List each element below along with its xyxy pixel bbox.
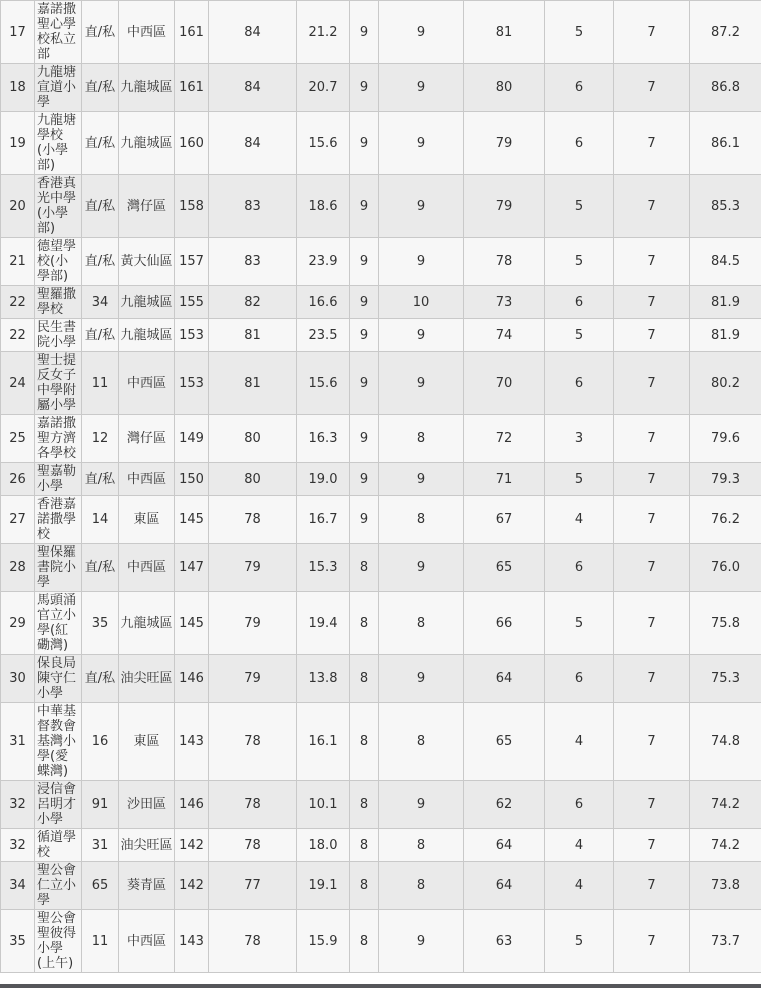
score-4-cell: 8 [350, 829, 379, 862]
school-number-cell: 31 [82, 829, 119, 862]
score-3-cell: 13.8 [297, 655, 350, 703]
score-5-cell: 9 [379, 238, 464, 286]
score-5-cell: 9 [379, 544, 464, 592]
score-4-cell: 9 [350, 463, 379, 496]
score-7-cell: 6 [545, 64, 614, 112]
score-2-cell: 79 [209, 544, 297, 592]
score-3-cell: 19.0 [297, 463, 350, 496]
rank-cell: 34 [1, 862, 35, 910]
score-4-cell: 9 [350, 112, 379, 175]
school-number-cell: 直/私 [82, 463, 119, 496]
score-4-cell: 8 [350, 592, 379, 655]
score-4-cell: 9 [350, 352, 379, 415]
score-1-cell: 161 [175, 1, 209, 64]
total-score-cell: 80.2 [690, 352, 761, 415]
school-number-cell: 91 [82, 781, 119, 829]
school-name-cell: 香港真光中學(小學部) [35, 175, 82, 238]
district-cell: 九龍城區 [119, 286, 175, 319]
score-8-cell: 7 [614, 64, 690, 112]
school-name-cell: 德望學校(小學部) [35, 238, 82, 286]
score-2-cell: 80 [209, 415, 297, 463]
score-4-cell: 9 [350, 1, 379, 64]
score-1-cell: 142 [175, 862, 209, 910]
score-8-cell: 7 [614, 829, 690, 862]
score-5-cell: 8 [379, 703, 464, 781]
score-1-cell: 155 [175, 286, 209, 319]
total-score-cell: 73.8 [690, 862, 761, 910]
rank-cell: 32 [1, 781, 35, 829]
score-4-cell: 9 [350, 286, 379, 319]
school-name-cell: 民生書院小學 [35, 319, 82, 352]
score-3-cell: 21.2 [297, 1, 350, 64]
score-7-cell: 5 [545, 592, 614, 655]
score-7-cell: 5 [545, 910, 614, 973]
score-6-cell: 81 [464, 1, 545, 64]
score-3-cell: 16.7 [297, 496, 350, 544]
score-8-cell: 7 [614, 352, 690, 415]
school-name-cell: 香港嘉諾撒學校 [35, 496, 82, 544]
district-cell: 油尖旺區 [119, 829, 175, 862]
score-4-cell: 9 [350, 238, 379, 286]
school-number-cell: 直/私 [82, 64, 119, 112]
score-3-cell: 16.1 [297, 703, 350, 781]
score-6-cell: 79 [464, 175, 545, 238]
score-8-cell: 7 [614, 238, 690, 286]
score-7-cell: 6 [545, 286, 614, 319]
score-2-cell: 78 [209, 781, 297, 829]
school-name-cell: 循道學校 [35, 829, 82, 862]
score-1-cell: 147 [175, 544, 209, 592]
rank-cell: 30 [1, 655, 35, 703]
score-3-cell: 15.3 [297, 544, 350, 592]
score-1-cell: 158 [175, 175, 209, 238]
district-cell: 九龍城區 [119, 592, 175, 655]
district-cell: 中西區 [119, 1, 175, 64]
rank-cell: 28 [1, 544, 35, 592]
score-1-cell: 145 [175, 592, 209, 655]
rank-cell: 18 [1, 64, 35, 112]
district-cell: 九龍城區 [119, 112, 175, 175]
total-score-cell: 75.3 [690, 655, 761, 703]
score-5-cell: 8 [379, 415, 464, 463]
score-3-cell: 19.4 [297, 592, 350, 655]
rank-cell: 29 [1, 592, 35, 655]
score-8-cell: 7 [614, 286, 690, 319]
score-8-cell: 7 [614, 175, 690, 238]
score-7-cell: 3 [545, 415, 614, 463]
score-2-cell: 80 [209, 463, 297, 496]
score-8-cell: 7 [614, 781, 690, 829]
table-row [1, 910, 761, 973]
school-number-cell: 直/私 [82, 112, 119, 175]
score-8-cell: 7 [614, 655, 690, 703]
school-number-cell: 直/私 [82, 238, 119, 286]
score-1-cell: 153 [175, 352, 209, 415]
score-2-cell: 83 [209, 175, 297, 238]
score-8-cell: 7 [614, 592, 690, 655]
score-7-cell: 5 [545, 319, 614, 352]
score-7-cell: 5 [545, 238, 614, 286]
district-cell: 葵青區 [119, 862, 175, 910]
rank-cell: 32 [1, 829, 35, 862]
school-name-cell: 九龍塘學校(小學部) [35, 112, 82, 175]
score-8-cell: 7 [614, 463, 690, 496]
score-6-cell: 73 [464, 286, 545, 319]
score-6-cell: 65 [464, 544, 545, 592]
table-row [1, 286, 761, 319]
score-5-cell: 9 [379, 175, 464, 238]
total-score-cell: 87.2 [690, 1, 761, 64]
table-row [1, 592, 761, 655]
score-3-cell: 23.9 [297, 238, 350, 286]
school-name-cell: 九龍塘宣道小學 [35, 64, 82, 112]
score-5-cell: 9 [379, 112, 464, 175]
table-row [1, 1, 761, 64]
score-4-cell: 8 [350, 862, 379, 910]
school-number-cell: 11 [82, 352, 119, 415]
table-row [1, 829, 761, 862]
rank-cell: 20 [1, 175, 35, 238]
school-name-cell: 馬頭涌官立小學(紅磡灣) [35, 592, 82, 655]
score-2-cell: 81 [209, 319, 297, 352]
score-4-cell: 9 [350, 64, 379, 112]
score-4-cell: 8 [350, 544, 379, 592]
table-row [1, 112, 761, 175]
score-2-cell: 78 [209, 829, 297, 862]
district-cell: 九龍城區 [119, 319, 175, 352]
score-1-cell: 157 [175, 238, 209, 286]
school-number-cell: 直/私 [82, 319, 119, 352]
school-name-cell: 嘉諾撒聖方濟各學校 [35, 415, 82, 463]
score-8-cell: 7 [614, 862, 690, 910]
score-4-cell: 8 [350, 655, 379, 703]
table-row [1, 238, 761, 286]
score-6-cell: 64 [464, 655, 545, 703]
school-name-cell: 浸信會呂明才小學 [35, 781, 82, 829]
table-row [1, 352, 761, 415]
score-4-cell: 9 [350, 319, 379, 352]
table-row [1, 64, 761, 112]
score-6-cell: 67 [464, 496, 545, 544]
rank-cell: 19 [1, 112, 35, 175]
score-5-cell: 9 [379, 319, 464, 352]
score-6-cell: 79 [464, 112, 545, 175]
score-6-cell: 80 [464, 64, 545, 112]
table-row [1, 781, 761, 829]
score-6-cell: 66 [464, 592, 545, 655]
total-score-cell: 76.2 [690, 496, 761, 544]
score-5-cell: 8 [379, 592, 464, 655]
district-cell: 油尖旺區 [119, 655, 175, 703]
score-6-cell: 74 [464, 319, 545, 352]
table-row [1, 175, 761, 238]
score-4-cell: 9 [350, 415, 379, 463]
total-score-cell: 85.3 [690, 175, 761, 238]
score-2-cell: 84 [209, 64, 297, 112]
score-5-cell: 8 [379, 862, 464, 910]
score-3-cell: 16.6 [297, 286, 350, 319]
school-number-cell: 直/私 [82, 544, 119, 592]
score-1-cell: 149 [175, 415, 209, 463]
score-5-cell: 9 [379, 352, 464, 415]
score-1-cell: 142 [175, 829, 209, 862]
total-score-cell: 86.8 [690, 64, 761, 112]
total-score-cell: 86.1 [690, 112, 761, 175]
total-score-cell: 81.9 [690, 286, 761, 319]
total-score-cell: 75.8 [690, 592, 761, 655]
total-score-cell: 74.8 [690, 703, 761, 781]
rank-cell: 21 [1, 238, 35, 286]
total-score-cell: 84.5 [690, 238, 761, 286]
district-cell: 中西區 [119, 544, 175, 592]
score-3-cell: 15.6 [297, 352, 350, 415]
school-number-cell: 11 [82, 910, 119, 973]
score-1-cell: 145 [175, 496, 209, 544]
score-5-cell: 9 [379, 781, 464, 829]
district-cell: 中西區 [119, 910, 175, 973]
score-7-cell: 6 [545, 352, 614, 415]
score-6-cell: 70 [464, 352, 545, 415]
score-7-cell: 4 [545, 829, 614, 862]
score-8-cell: 7 [614, 1, 690, 64]
score-7-cell: 6 [545, 781, 614, 829]
score-1-cell: 150 [175, 463, 209, 496]
score-4-cell: 8 [350, 703, 379, 781]
score-2-cell: 83 [209, 238, 297, 286]
total-score-cell: 81.9 [690, 319, 761, 352]
table-row [1, 319, 761, 352]
score-6-cell: 62 [464, 781, 545, 829]
district-cell: 沙田區 [119, 781, 175, 829]
score-6-cell: 72 [464, 415, 545, 463]
table-row [1, 415, 761, 463]
school-name-cell: 嘉諾撒聖心學校私立部 [35, 1, 82, 64]
total-score-cell: 74.2 [690, 829, 761, 862]
district-cell: 中西區 [119, 352, 175, 415]
school-name-cell: 聖保羅書院小學 [35, 544, 82, 592]
score-1-cell: 146 [175, 655, 209, 703]
school-number-cell: 直/私 [82, 175, 119, 238]
school-name-cell: 聖羅撒學校 [35, 286, 82, 319]
total-score-cell: 74.2 [690, 781, 761, 829]
rank-cell: 22 [1, 319, 35, 352]
rank-cell: 17 [1, 1, 35, 64]
score-7-cell: 4 [545, 496, 614, 544]
total-score-cell: 79.6 [690, 415, 761, 463]
school-number-cell: 直/私 [82, 655, 119, 703]
score-5-cell: 9 [379, 64, 464, 112]
school-number-cell: 65 [82, 862, 119, 910]
score-2-cell: 78 [209, 910, 297, 973]
score-1-cell: 143 [175, 703, 209, 781]
score-1-cell: 161 [175, 64, 209, 112]
school-number-cell: 35 [82, 592, 119, 655]
score-2-cell: 84 [209, 112, 297, 175]
score-8-cell: 7 [614, 703, 690, 781]
score-5-cell: 8 [379, 829, 464, 862]
score-6-cell: 78 [464, 238, 545, 286]
score-2-cell: 77 [209, 862, 297, 910]
score-4-cell: 8 [350, 781, 379, 829]
score-4-cell: 8 [350, 910, 379, 973]
district-cell: 中西區 [119, 463, 175, 496]
table-row [1, 544, 761, 592]
rank-cell: 25 [1, 415, 35, 463]
score-2-cell: 79 [209, 592, 297, 655]
score-5-cell: 9 [379, 1, 464, 64]
school-name-cell: 聖公會聖彼得小學(上午) [35, 910, 82, 973]
score-7-cell: 5 [545, 463, 614, 496]
score-1-cell: 143 [175, 910, 209, 973]
score-5-cell: 9 [379, 910, 464, 973]
district-cell: 九龍城區 [119, 64, 175, 112]
score-7-cell: 4 [545, 703, 614, 781]
score-5-cell: 9 [379, 463, 464, 496]
score-1-cell: 153 [175, 319, 209, 352]
score-5-cell: 9 [379, 655, 464, 703]
score-7-cell: 6 [545, 544, 614, 592]
score-6-cell: 63 [464, 910, 545, 973]
score-4-cell: 9 [350, 175, 379, 238]
score-3-cell: 18.0 [297, 829, 350, 862]
rank-cell: 27 [1, 496, 35, 544]
score-4-cell: 9 [350, 496, 379, 544]
score-8-cell: 7 [614, 544, 690, 592]
score-8-cell: 7 [614, 910, 690, 973]
ranking-table-body [1, 1, 761, 973]
school-number-cell: 14 [82, 496, 119, 544]
rank-cell: 26 [1, 463, 35, 496]
score-1-cell: 160 [175, 112, 209, 175]
school-name-cell: 聖嘉勒小學 [35, 463, 82, 496]
score-8-cell: 7 [614, 112, 690, 175]
score-2-cell: 81 [209, 352, 297, 415]
score-3-cell: 15.9 [297, 910, 350, 973]
district-cell: 黃大仙區 [119, 238, 175, 286]
district-cell: 灣仔區 [119, 415, 175, 463]
score-3-cell: 10.1 [297, 781, 350, 829]
score-3-cell: 23.5 [297, 319, 350, 352]
school-name-cell: 中華基督教會基灣小學(愛蝶灣) [35, 703, 82, 781]
score-8-cell: 7 [614, 415, 690, 463]
score-7-cell: 6 [545, 112, 614, 175]
score-3-cell: 18.6 [297, 175, 350, 238]
table-row [1, 703, 761, 781]
score-3-cell: 19.1 [297, 862, 350, 910]
table-row [1, 862, 761, 910]
district-cell: 東區 [119, 703, 175, 781]
table-row [1, 463, 761, 496]
score-5-cell: 10 [379, 286, 464, 319]
score-6-cell: 71 [464, 463, 545, 496]
score-6-cell: 64 [464, 862, 545, 910]
school-number-cell: 34 [82, 286, 119, 319]
rank-cell: 31 [1, 703, 35, 781]
score-3-cell: 15.6 [297, 112, 350, 175]
score-2-cell: 79 [209, 655, 297, 703]
school-number-cell: 12 [82, 415, 119, 463]
district-cell: 灣仔區 [119, 175, 175, 238]
rank-cell: 24 [1, 352, 35, 415]
district-cell: 東區 [119, 496, 175, 544]
table-row [1, 496, 761, 544]
score-2-cell: 82 [209, 286, 297, 319]
score-5-cell: 8 [379, 496, 464, 544]
total-score-cell: 76.0 [690, 544, 761, 592]
table-row [1, 655, 761, 703]
school-name-cell: 聖公會仁立小學 [35, 862, 82, 910]
school-name-cell: 保良局陳守仁小學 [35, 655, 82, 703]
school-number-cell: 直/私 [82, 1, 119, 64]
score-2-cell: 78 [209, 496, 297, 544]
score-8-cell: 7 [614, 319, 690, 352]
score-8-cell: 7 [614, 496, 690, 544]
rank-cell: 35 [1, 910, 35, 973]
score-6-cell: 64 [464, 829, 545, 862]
total-score-cell: 79.3 [690, 463, 761, 496]
score-3-cell: 16.3 [297, 415, 350, 463]
bottom-divider-bar [0, 984, 761, 988]
score-6-cell: 65 [464, 703, 545, 781]
score-7-cell: 5 [545, 1, 614, 64]
score-7-cell: 4 [545, 862, 614, 910]
rank-cell: 22 [1, 286, 35, 319]
score-2-cell: 84 [209, 1, 297, 64]
score-3-cell: 20.7 [297, 64, 350, 112]
total-score-cell: 73.7 [690, 910, 761, 973]
school-number-cell: 16 [82, 703, 119, 781]
school-name-cell: 聖士提反女子中學附屬小學 [35, 352, 82, 415]
score-1-cell: 146 [175, 781, 209, 829]
score-2-cell: 78 [209, 703, 297, 781]
score-7-cell: 6 [545, 655, 614, 703]
score-7-cell: 5 [545, 175, 614, 238]
